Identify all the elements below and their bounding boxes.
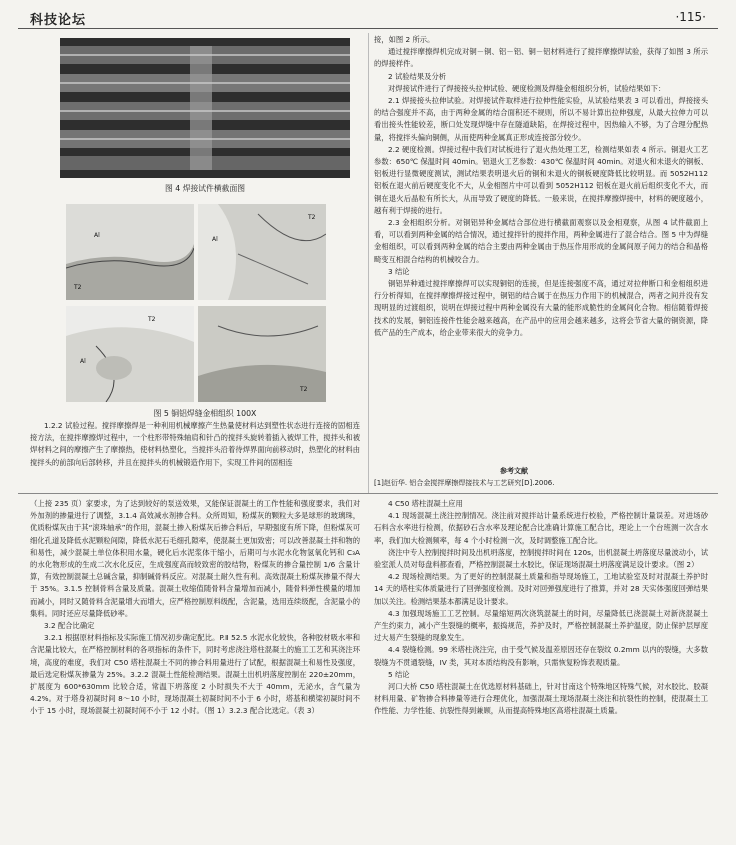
micrograph-2 <box>198 204 326 300</box>
left-upper-text <box>30 420 360 492</box>
micrograph-3-label-t2: T2 <box>148 316 156 323</box>
section-heading: 4 C50 塔柱混凝土应用 <box>388 499 463 508</box>
micrograph-3 <box>66 306 194 402</box>
page-header <box>0 0 736 30</box>
paragraph: 4.1 现场混凝土浇注控制情况。浇注前对搅拌站计量系统进行校验，严格控制计量误差。对进场砂石料含水率进行检测，依据砂石含水率及理论配合比准确计算施工配合比，理论上一个台班测一次含水率，我们加大检测频率，每 4 个小时检测一次，及时调整施工配合比。 <box>374 511 708 545</box>
figure-5-caption: 图 5 铜铝焊缝金相组织 100X <box>153 409 257 418</box>
paragraph: 2.1 焊接接头拉伸试验。对焊接试件取样进行拉伸性能实验，从试验结果表 3 可以看出，焊接接头的结合强度并不高，由于两种金属的结合面积还不规则，所以不易计算出拉伸强度，从最大拉伸力可以看出接头性能较差，断口处发现焊缝中存在隧道缺陷，在焊接过程中，因热输入不够，为了合理分配热量，将搅拌头偏向铜侧，从而使两种金属真正形成连接部分较少。 <box>374 96 708 142</box>
paragraph: 4.2 现场检测结果。为了更好的控制混凝土质量和指导现场施工，工地试验室及时对混凝土养护时 14 天的塔柱实体质量进行了回弹强度检测。及时对回弹强度进行了推算，并对 28 天实体强度回弹结果加以关注。检测结果基本都满足设计要求。 <box>374 572 708 606</box>
paragraph: 铜铝异种通过搅拌摩擦焊可以实现铜铝的连接，但是连接强度不高，通过对拉伸断口和金相组织进行分析得知，在搅拌摩擦焊接过程中，铜铝的结合属于在热压力作用下的机械混合，两者之间并没有发现明显的过渡组织，说明在焊接过程中两种金属没有大量的能形成脆性的金属间化合物。相信随着焊接技术的发展，铜铝连接件性能会越来越高，在产品中的应用会越来越多，这将会节省大量的铜资源，降低产品的生产成本，给企业带来很大的竞争力。 <box>374 279 708 337</box>
paragraph: 3.2.1 根据原材料指标及实际施工情况初步确定配比。P.Ⅱ 52.5 水泥水化较快，各种胶材吸水率和含泥量比较大，在严格控制材料的各项指标的条件下，同时考虑浇注塔柱混凝土的施工工艺和其浇注环境，高度的难度，我们对 C50 塔柱混凝土不同的掺合料用量进行了试配，根据混凝土和易性及强度，最后选定粉煤灰掺量为 25%。3.2.2 混凝土性能检测结果。混凝土出机坍落度控制在 220±20mm，扩展度为 600*630mm 比较合适，常温下坍落度 2 小时损失不大于 40mm，无泌水，含气量为 4.2%。对于塔身初凝时间 8～10 小时，现场混凝土初凝时间不小于 6 小时，塔基和横梁初凝时间不小于 15 小时，现场混凝土初凝时间不小于 12 小时。（图 1）3.2.3 配合比选定。（表 3） <box>30 633 360 716</box>
left-lower-text <box>30 498 360 838</box>
paragraph: 4.3 加强现场施工工艺控制。尽量缩短两次浇筑混凝土的时间，尽量降低已浇混凝土对新浇混凝土产生约束力，减小产生裂缝的概率，振捣规范，养护及时，严格控制混凝土养护温度，防止保护层厚度过大易产生裂缝的现象发生。 <box>374 608 708 643</box>
micrograph-4-label-t2: T2 <box>300 386 308 393</box>
journal-name: 科技论坛 <box>30 13 87 28</box>
section-divider <box>18 493 718 494</box>
paragraph: 1.2.2 试验过程。搅拌摩擦焊是一种利用机械摩擦产生热量使材料达到塑性状态进行连接的固相连接方法，在搅拌摩擦焊过程中，一个柱形带特殊轴肩和针凸的搅拌头旋转着插入被焊工件，搅拌头和被焊材料之间的摩擦产生了摩擦热，使材料热塑化，当搅拌头沿着待焊界面向前移动时，热塑化的材料由搅拌头的前部向后部转移，并且在搅拌头的机械锻造作用下，实现工件间的固相连 <box>30 421 360 467</box>
right-upper-text <box>374 34 708 474</box>
figure-4-caption: 图 4 焊接试件横截面图 <box>164 184 246 193</box>
paragraph: 2.3 金相组织分析。对铜铝异种金属结合部位进行横截面观察以及金相观察，从图 4 试件截面上看，可以看到两种金属的结合情况，通过搅拌针的搅拌作用，两种金属进行了混合结合。图 5 中为焊缝金相组织，可以看到两种金属的结合主要由两种金属由于热压作用形成的金属间原子间力的结合和晶格畸变互相混合结构的机械咬合力。 <box>374 218 708 264</box>
micrograph-1-label-t2: T2 <box>74 284 82 291</box>
micrograph-2-label-t2: T2 <box>308 214 316 221</box>
figure-4-drawing <box>60 38 350 178</box>
paragraph: 接，如图 2 所示。 <box>374 35 435 44</box>
micrograph-1-label-al: Al <box>94 232 100 239</box>
column-divider <box>368 33 369 493</box>
micrograph-1 <box>66 204 194 300</box>
paragraph: 2.2 硬度检测。焊接过程中我们对试板进行了退火热处理工艺，检测结果如表 4 所示。铜退火工艺参数：650℃ 保温时间 40min。铝退火工艺参数：430℃ 保温时间 40min。对退火和未退火的铜板、铝板进行显微硬度测试，测试结果表明退火后的铜和未退火的铜板硬度降低比较明显。而 5052H112 铝板在退火前后硬度变化不大，从金相图片中可以看到 5052H112 铝板在退火前后组织变化不大，而铜在退火后晶粒有所长大，从而导致了硬度的降低。一般来说，在搅拌摩擦焊接中，材料的硬度越小，越有利于焊接的进行。 <box>374 144 708 215</box>
section-heading: 5 结论 <box>388 669 410 679</box>
section-heading: 2 试验结果及分析 <box>388 71 447 81</box>
paragraph: 浇注中专人控制搅拌时间及出机坍落度，控制搅拌时间在 120s，出机混凝土坍落度尽量波动小，试验室派人员对每盘料都查看，严格控制混凝土水胶比，保证现场混凝土坍落度满足设计要求。（图 2） <box>374 547 708 570</box>
paragraph: （上接 235 页）家要求，为了达到较好的泵送效果，又能保证混凝土的工作性能和强度要求，我们对外加剂的掺量进行了调整，3.1.4 高效减水剂掺合料。众所周知，粉煤灰的颗粒大多是球形的玻璃珠，优质粉煤灰由于其“滚珠轴承”的作用，混凝土掺入粉煤灰后掺合料后，早期强度有所下降，但粉煤灰可细化孔道及降低水泥颗粒间隙，降低水泥石毛细孔隙率，使混凝土更加致密；可以改善混凝土拌和物的和易性，减少混凝土单位体积用水量，硬化后水泥浆体干缩小，后期可与水泥水化物氢氧化钙和 C₃A 的水化物形成的生成二次水化反应，生成强度高而较致密的胶结物，粉煤灰的掺合量控制 1/6 含量计算，有效控制混凝土总碱含量，抑制碱骨料反应。对混凝土耐久性有利。高效混凝土粉煤灰掺量不得大于 35%。3.1.5 控制骨料含量及质量。混凝土收缩值随骨料含量增加而减小，随骨料弹性模量的增加而减小，同时又随骨料含泥量增大而增大，应严格控制原料级配，含泥量，选用连续级配，含泥量小的集料。同时还应尽量降低砂率。 <box>30 499 360 618</box>
paragraph: 河口大桥 C50 塔柱混凝土在优选原材料基础上，针对甘南这个特殊地区特殊气候，对水胶比、胶凝材料用量、矿物掺合料掺量等进行合理优化，加强混凝土现场混凝土浇注和抗裂性的控制，使混凝土工作性能、力学性能、抗裂性得到兼顾，从而提高特殊地区高塔柱混凝土质量。 <box>374 682 708 716</box>
paragraph: 对焊接试件进行了焊接接头拉伸试验、硬度检测及焊缝金相组织分析，试验结果如下： <box>388 83 666 93</box>
section-heading: 3 结论 <box>388 266 410 276</box>
header-rule <box>18 28 718 29</box>
paragraph: 4.4 裂缝检测。99 米塔柱浇注完，由于受气候及温差原因还存在裂纹 0.2mm 以内的裂缝，大多数裂缝为不贯通裂缝，IV 类，其对本质结构没有影响，只需恢复粉饰表观质量。 <box>374 645 708 667</box>
micrograph-3-label-al: Al <box>80 358 86 365</box>
section-heading: 3.2 配合比确定 <box>44 621 95 631</box>
figure-4-image <box>60 38 350 178</box>
paragraph: 通过搅拌摩擦焊机完成对铜－铜、铝－铝、铜－铝材料进行了搅拌摩擦焊试验，获得了如图 3 所示的焊接样件。 <box>374 47 708 69</box>
micrograph-2-label-al: Al <box>212 236 218 243</box>
right-lower-text <box>374 498 708 838</box>
page-number: ·115· <box>675 10 706 24</box>
reference-item: [1]赵衍华. 铝合金搅拌摩擦焊接技术与工艺研究[D].2006. <box>374 479 555 487</box>
references-title: 参考文献 <box>500 467 528 475</box>
